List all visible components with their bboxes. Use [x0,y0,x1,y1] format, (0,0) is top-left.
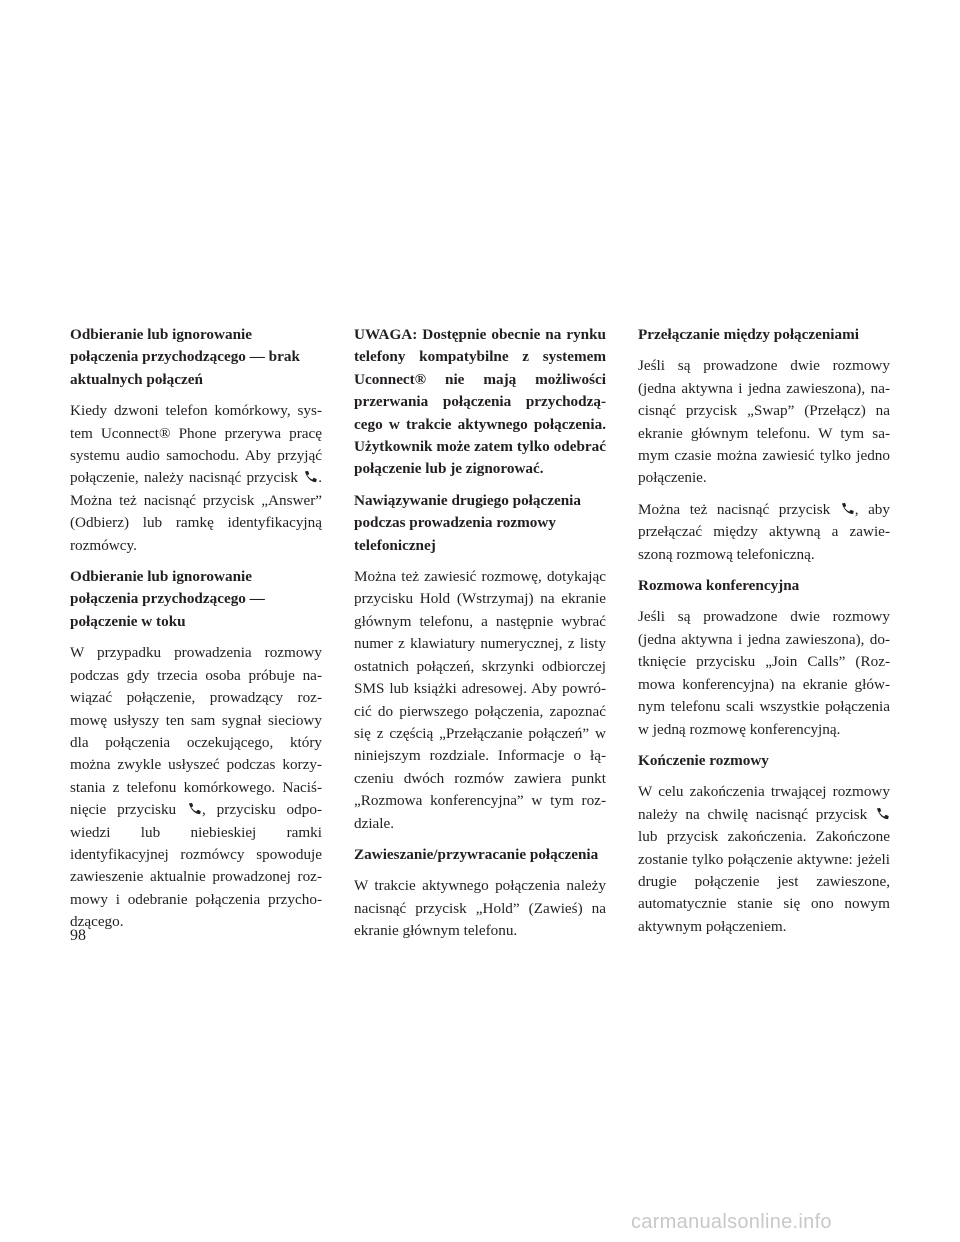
phone-icon [303,470,318,483]
paragraph-answer-call-in-progress [70,642,322,933]
text-segment: lub przycisk zakończenia. Zakończone zostanie tylko połączenie aktywne: jeżeli drugie połączenie jest zawieszone, automatycznie stanie się ono nowym aktywnym połączeniem. [638,828,890,935]
note-paragraph: UWAGA: Dostępnie obecnie na rynku telefony kompatybilne z systemem Uconnect® nie mają możliwości przerwania połączenia przychodzącego w trakcie aktywnego połączenia. Użytkownik może zatem tylko odebrać połączenie lub je zignorować. [354,326,606,478]
heading-end-call: Kończenie rozmowy [638,751,769,769]
paragraph-hold-resume: W trakcie aktywnego połączenia należy nacisnąć przycisk „Hold” (Zawieś) na ekranie głównym telefonu. [354,877,606,940]
text-segment: , aby przełączać między aktywną a zawieszoną rozmową telefoniczną. [638,500,890,563]
heading-conference-call: Rozmowa konferencyjna [638,577,800,595]
column-middle [354,324,606,952]
heading-switch-calls: Przełączanie między połączeniami [638,326,859,343]
heading-answer-no-calls: Odbieranie lub ignorowanie połączenia przychodzącego — brak aktualnych połączeń [70,326,300,388]
text-segment: . Można też nacisnąć przycisk „Answer” (Odbierz) lub ramkę identyfikacyjną rozmówcy. [70,469,322,554]
paragraph-end-call [638,781,890,938]
text-segment: W celu zakończenia trwającej rozmowy należy na chwilę nacisnąć przycisk [638,783,890,823]
column-left [70,324,322,943]
column-right [638,324,890,947]
paragraph-second-call: Można też zawiesić rozmowę, dotykając przycisku Hold (Wstrzymaj) na ekranie głównym telefonu, a następnie wybrać numer z klawiatury numerycznej, z listy ostatnich połączeń, skrzynki odbiorczej SMS lub książki adresowej. Aby powrócić do pierwszego połączenia, zapoznać się z częścią „Przełączanie połączeń” w niniejszym rozdziale. Informacje o łączeniu dwóch rozmów zawiera punkt „Rozmowa konferencyjna” w tym rozdziale. [354,568,606,832]
text-segment: Kiedy dzwoni telefon komórkowy, system Uconnect® Phone przerywa pracę systemu audio samochodu. Aby przyjąć połączenie, należy nacisnąć przycisk [70,402,322,487]
heading-second-call: Nawiązywanie drugiego połączenia podczas prowadzenia rozmowy telefonicznej [354,491,581,554]
paragraph-conference-call: Jeśli są prowadzone dwie rozmowy (jedna aktywna i jedna zawieszona), dotknięcie przycisku „Join Calls” (Rozmowa konferencyjna) na ekranie głównym telefonu scali wszystkie połączenia w jedną rozmowę konferencyjną. [638,608,890,738]
text-segment: , przycisku odpowiedzi lub niebieskiej ramki identyfikacyjnej rozmówcy spowoduje zawieszenie aktualnie prowadzonej rozmowy i odebranie połączenia przychodzącego. [70,801,322,931]
paragraph-switch-calls-button [638,499,890,566]
page-number: 98 [70,927,86,944]
paragraph-switch-calls: Jeśli są prowadzone dwie rozmowy (jedna aktywna i jedna zawieszona), nacisnąć przycisk „Swap” (Przełącz) na ekranie głównym telefonu. W tym samym czasie można zawiesić tylko jedno połączenie. [638,357,890,487]
heading-answer-call-in-progress: Odbieranie lub ignorowanie połączenia przychodzącego — połączenie w toku [70,568,265,630]
phone-icon [875,807,890,820]
paragraph-answer-no-calls [70,400,322,557]
watermark: carmanualsonline.info [631,1211,832,1233]
text-segment: W przypadku prowadzenia rozmowy podczas gdy trzecia osoba próbuje nawiązać połączenie, prowadzący rozmowę usłyszy ten sam sygnał sieciowy dla połączenia oczekującego, który można zwykle usłyszeć podczas korzystania z telefonu komórkowego. Naciśnięcie przycisku [70,644,322,819]
text-segment: Można też nacisnąć przycisk [638,500,831,518]
phone-icon [840,502,855,515]
phone-icon [187,802,202,815]
heading-hold-resume: Zawieszanie/przywracanie połączenia [354,845,599,863]
